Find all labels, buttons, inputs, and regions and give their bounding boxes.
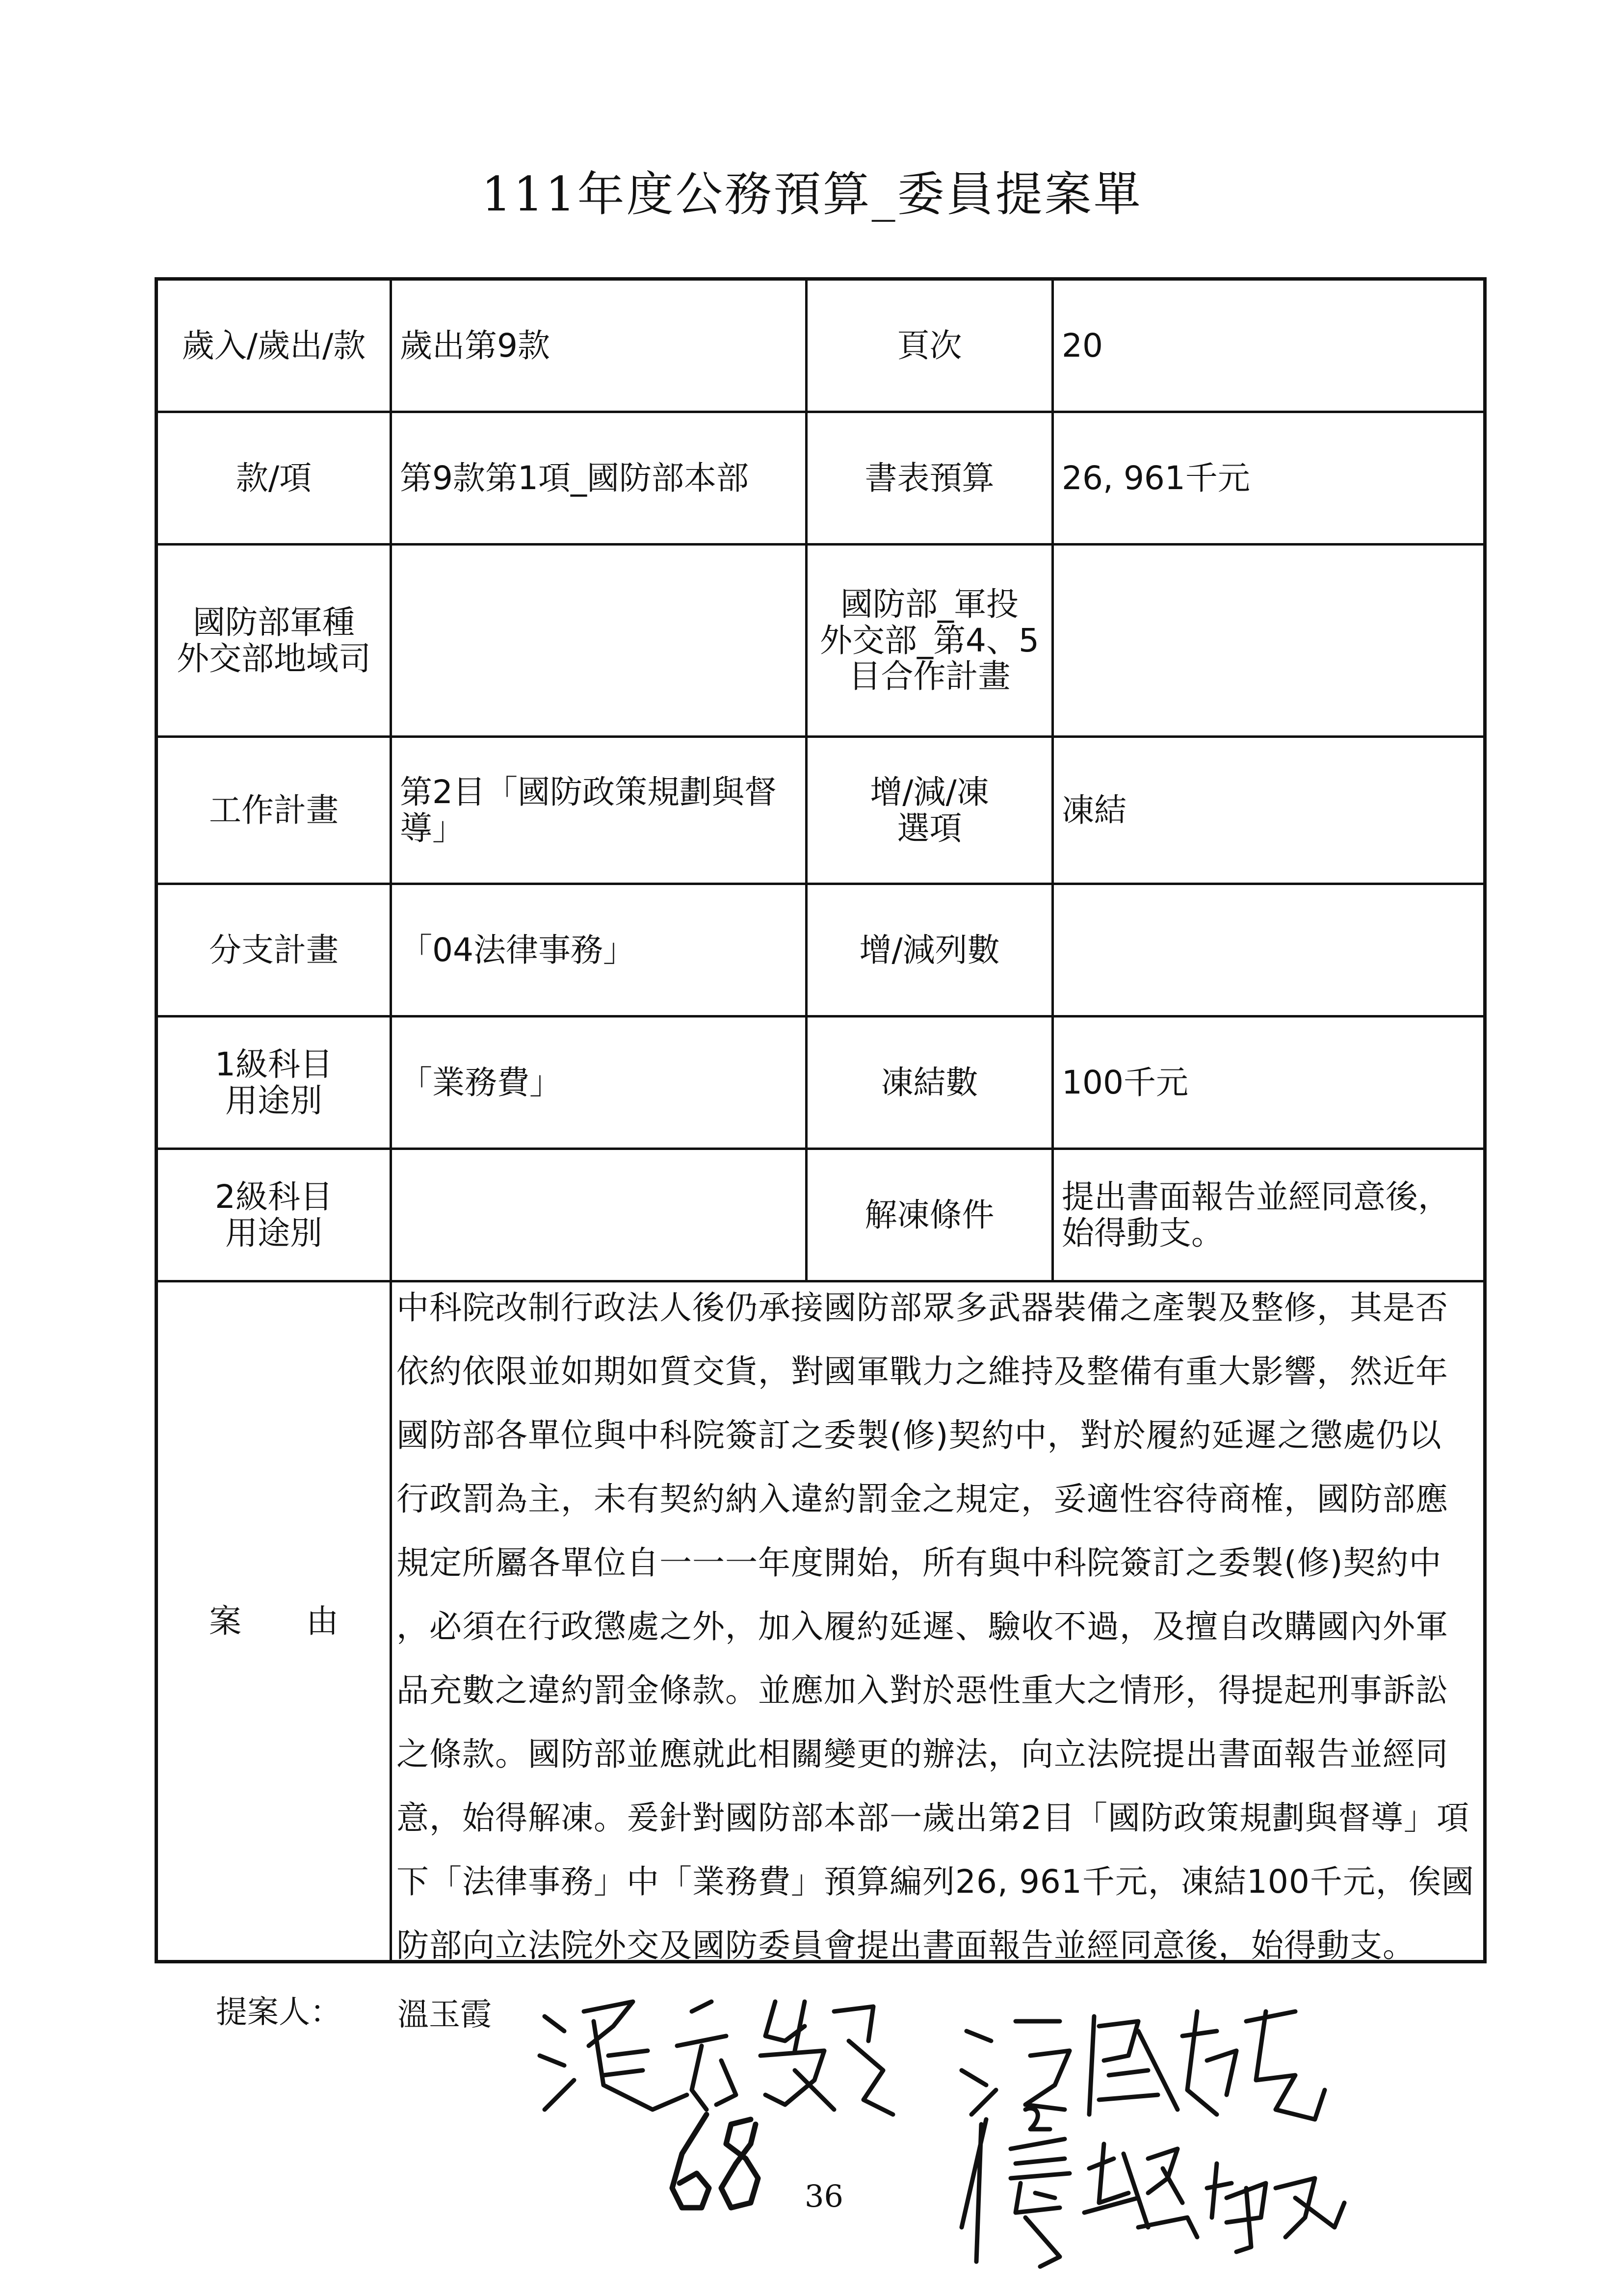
row6-value-a: 「業務費」 <box>400 1063 562 1101</box>
row4-label-b: 增/減/凍 選項 <box>870 773 989 847</box>
row4-value-a: 第2目「國防政策規劃與督 導」 <box>400 773 777 847</box>
row3-value-a <box>392 546 805 735</box>
row6-value-b: 100千元 <box>1062 1063 1188 1101</box>
row5-value-a: 「04法律事務」 <box>400 931 635 969</box>
reason-line: 之條款。國防部並應就此相關變更的辦法，向立法院提出書面報告並經同 <box>396 1735 1448 1773</box>
row1-label-b: 頁次 <box>897 326 962 365</box>
row2-value-a: 第9款第1項_國防部本部 <box>400 459 749 497</box>
row7-label-b: 解凍條件 <box>864 1196 995 1234</box>
handwritten-signature-3 <box>952 2100 1354 2276</box>
row6-label-b: 凍結數 <box>881 1063 978 1101</box>
reason-text <box>396 1276 1483 1978</box>
row6-label-a: 1級科目 用途別 <box>215 1045 333 1120</box>
reason-line: 依約依限並如期如質交貨，對國軍戰力之維持及整備有重大影響，然近年 <box>396 1353 1448 1390</box>
row4-label-a: 工作計畫 <box>209 791 339 829</box>
reason-line: ，必須在行政懲處之外，加入履約延遲、驗收不過，及擅自改購國內外軍 <box>396 1608 1448 1645</box>
reason-line: 意，始得解凍。爰針對國防部本部一歲出第2目「國防政策規劃與督導」項 <box>396 1799 1469 1837</box>
row3-label-b: 國防部_軍投 外交部_第4、5 目合作計畫 <box>820 585 1039 696</box>
row7-label-a: 2級科目 用途別 <box>215 1177 333 1252</box>
row3-label-a: 國防部軍種 外交部地域司 <box>177 603 371 678</box>
proposer-name: 溫玉霞 <box>397 1997 492 2033</box>
reason-line: 中科院改制行政法人後仍承接國防部眾多武器裝備之產製及整修，其是否 <box>396 1289 1448 1327</box>
row3-value-b <box>1054 546 1483 735</box>
row5-label-a: 分支計畫 <box>209 931 339 969</box>
row1-value-a: 歲出第9款 <box>400 326 550 365</box>
reason-line: 規定所屬各單位自一一一年度開始，所有與中科院簽訂之委製(修)契約中 <box>396 1544 1442 1582</box>
reason-line: 防部向立法院外交及國防委員會提出書面報告並經同意後，始得動支。 <box>396 1927 1415 1964</box>
row1-value-b: 20 <box>1062 326 1103 365</box>
page-number: 36 <box>805 2178 843 2214</box>
row2-label-a: 款/項 <box>236 459 312 497</box>
reason-line: 品充數之違約罰金條款。並應加入對於惡性重大之情形，得提起刑事訴訟 <box>396 1671 1448 1709</box>
row2-label-b: 書表預算 <box>864 459 995 497</box>
handwritten-number-68 <box>653 2100 780 2227</box>
row5-label-b: 增/減列數 <box>859 931 1000 969</box>
reason-label: 案 由 <box>209 1602 339 1640</box>
proposer-label: 提案人： <box>216 1994 341 2031</box>
row1-label-a: 歲入/歲出/款 <box>182 326 366 365</box>
row2-value-b: 26, 961千元 <box>1062 459 1250 497</box>
document-title: 111年度公務預算_委員提案單 <box>481 167 1143 222</box>
reason-line: 行政罰為主，未有契約納入違約罰金之規定，妥適性容待商榷，國防部應 <box>396 1480 1448 1518</box>
row7-value-b: 提出書面報告並經同意後， 始得動支。 <box>1062 1177 1450 1252</box>
row4-value-b: 凍結 <box>1062 791 1126 829</box>
reason-line: 國防部各單位與中科院簽訂之委製(修)契約中，對於履約延遲之懲處仍以 <box>396 1416 1442 1454</box>
reason-line: 下「法律事務」中「業務費」預算編列26, 961千元，凍結100千元，俟國 <box>396 1863 1474 1901</box>
row7-value-a <box>392 1150 805 1280</box>
row5-value-b <box>1054 885 1483 1015</box>
